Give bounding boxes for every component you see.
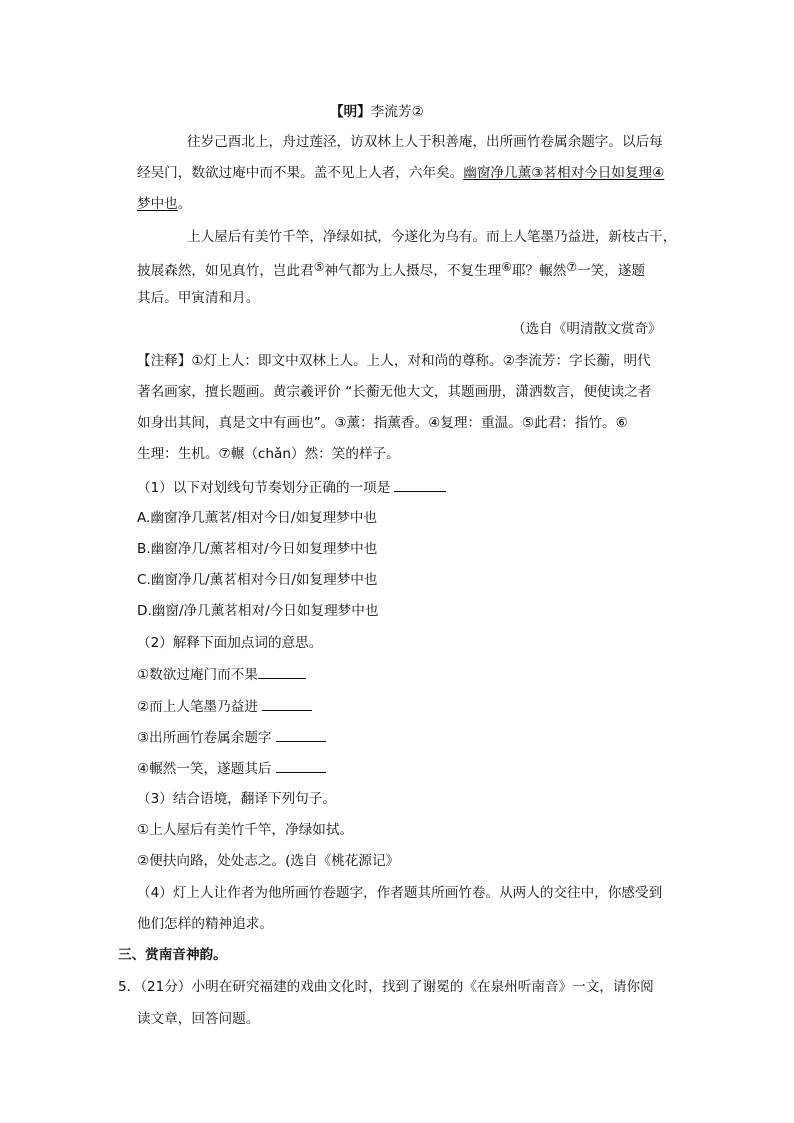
question-5: 5．（21分）小明在研究福建的戏曲文化时，找到了谢冕的《在泉州听南音》一文，请你阅 <box>118 979 654 995</box>
answer-blank[interactable] <box>394 478 446 492</box>
passage-line <box>137 164 664 182</box>
author-name: 李流芳 <box>370 104 412 120</box>
option-b: B.幽窗净几/薰茗相对/今日如复理梦中也 <box>137 541 378 557</box>
passage-line: 往岁己酉北上，舟过莲泾，访双林上人于积善庵，出所画竹卷属余题字。以后每 <box>187 134 663 150</box>
question-5-cont: 读文章，回答问题。 <box>137 1011 260 1027</box>
dynasty-label: 【明】 <box>330 104 371 120</box>
passage-text: 经吴门，数欲过庵中而不果。盖不见上人者，六年矣。 <box>137 165 464 181</box>
answer-blank[interactable] <box>276 759 326 773</box>
notes-line: 著名画家，擅长题画。黄宗羲评价 “长蘅无他大文，其题画册，潇洒数言，便使读之者 <box>137 384 652 400</box>
question-1: （1）以下对划线句节奏划分正确的一项是 <box>137 478 446 497</box>
poem-title <box>330 103 424 121</box>
notes-line: 【注释】①灯上人：即文中双林上人。上人，对和尚的尊称。②李流芳：字长蘅，明代 <box>137 353 651 369</box>
notes-line: 如身出其间，真是文中有画也”。③薰：指薰香。④复理：重温。⑤此君：指竹。⑥ <box>137 415 628 431</box>
answer-blank[interactable] <box>276 728 326 742</box>
note-marker: ② <box>411 104 424 120</box>
question-4: （4）灯上人让作者为他所画竹卷题字，作者题其所画竹卷。从两人的交往中，你感受到 <box>137 885 663 901</box>
passage-line: 披展森然，如见真竹，岂此君⑤神气都为上人摄尽，不复生理⑥耶？輾然⑦一笑，遂题 <box>137 260 646 279</box>
question-3-item: ①上人屋后有美竹千竿，净绿如拭。 <box>137 822 354 838</box>
question-3: （3）结合语境，翻译下列句子。 <box>137 791 336 807</box>
source-citation: （选自《明清散文赏奇》 <box>512 321 662 337</box>
question-2-item: ④輾然一笑，遂题其后 <box>137 759 326 778</box>
underlined-sentence-end: 梦中也 <box>137 196 178 212</box>
note-marker: ⑦ <box>566 260 578 274</box>
answer-blank[interactable] <box>258 665 306 679</box>
question-2-item: ②而上人笔墨乃益进 <box>137 697 312 716</box>
question-2-item: ③出所画竹卷属余题字 <box>137 728 326 747</box>
answer-blank[interactable] <box>262 697 312 711</box>
notes-line: 生理：生机。⑦輾（chǎn）然：笑的样子。 <box>137 446 400 462</box>
note-marker: ⑤ <box>313 260 325 274</box>
note-marker: ⑥ <box>501 260 512 274</box>
question-2: （2）解释下面加点词的意思。 <box>137 635 323 651</box>
underlined-sentence: 幽窗净几薰③茗相对今日如复理④ <box>463 165 665 181</box>
option-d: D.幽窗/净几薰茗相对/今日如复理梦中也 <box>137 603 379 619</box>
passage-line: 上人屋后有美竹千竿，净绿如拭，今遂化为乌有。而上人笔墨乃益进，新枝古干， <box>187 229 677 245</box>
question-2-item: ①数欲过庵门而不果 <box>137 665 306 684</box>
option-c: C.幽窗净几/薰茗相对今日/如复理梦中也 <box>137 572 378 588</box>
question-4-cont: 他们怎样的精神追求。 <box>137 916 273 932</box>
passage-line: 其后。甲寅清和月。 <box>137 290 260 306</box>
passage-line: 梦中也。 <box>137 196 192 212</box>
option-a: A.幽窗净几薰茗/相对今日/如复理梦中也 <box>137 510 378 526</box>
section-heading: 三、赏南音神韵。 <box>118 947 227 963</box>
question-3-item: ②便扶向路，处处志之。(选自《桃花源记》 <box>137 853 400 869</box>
